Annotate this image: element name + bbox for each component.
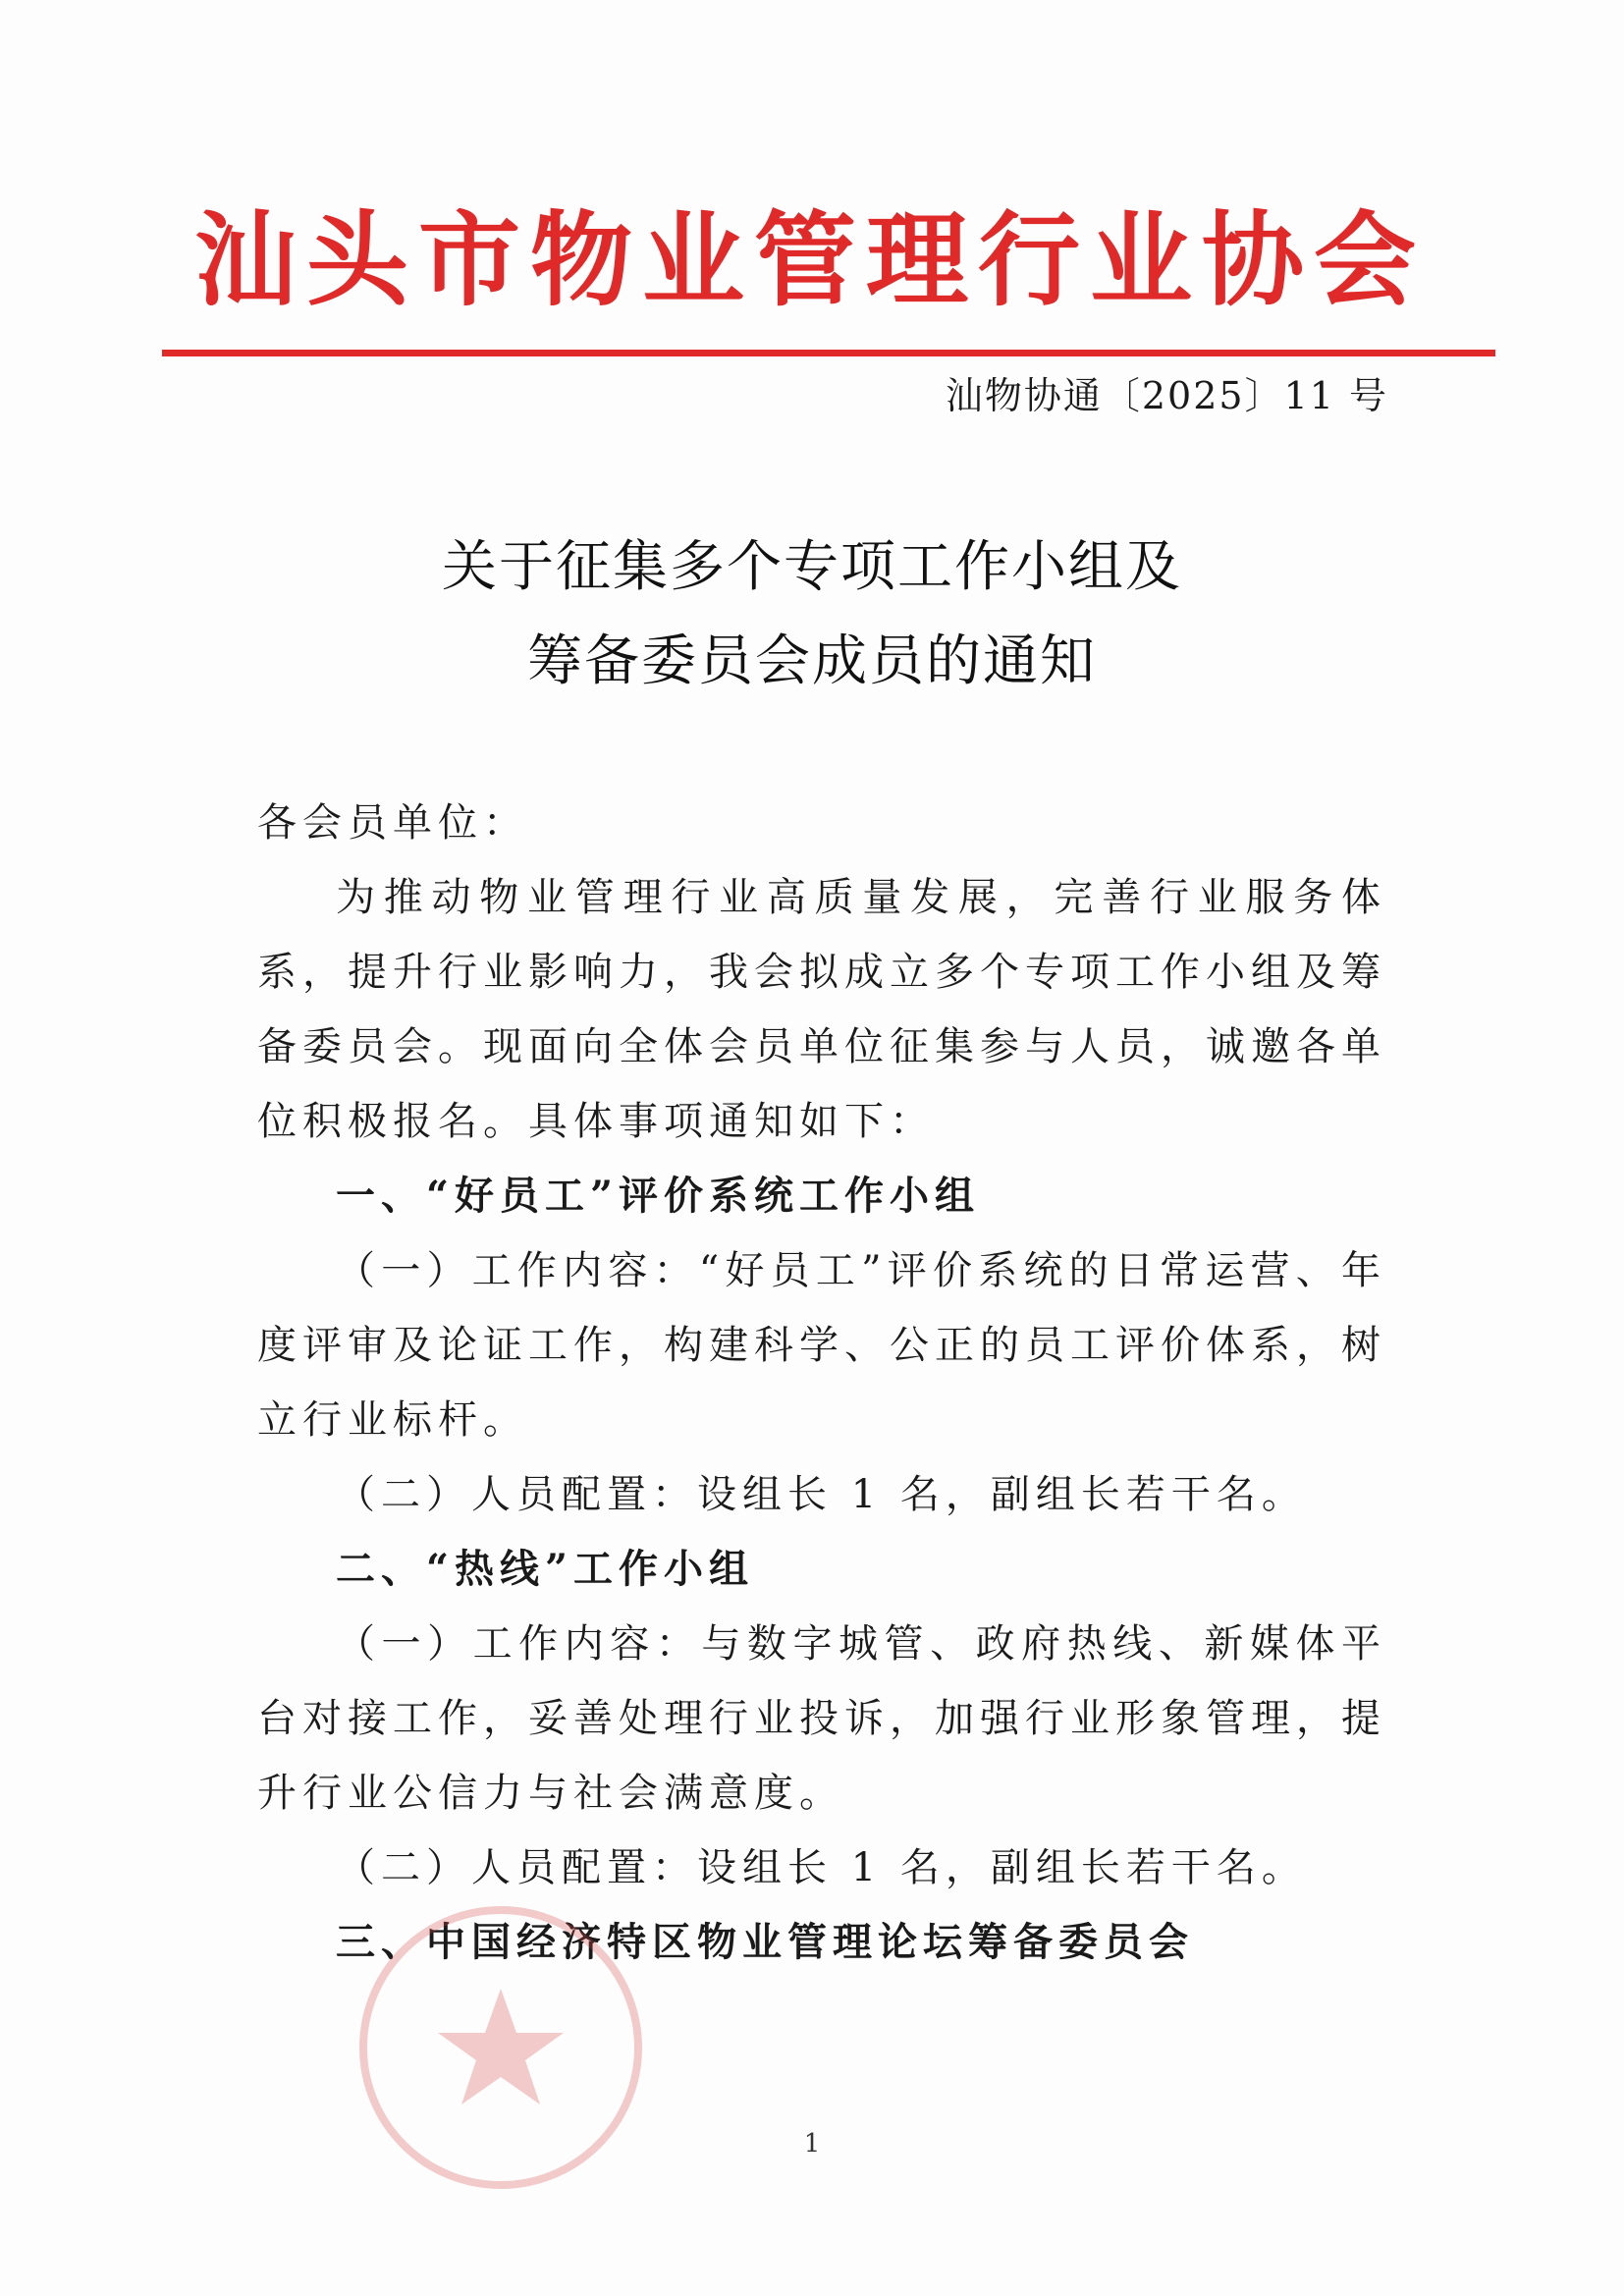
org-letterhead-title: 汕头市物业管理行业协会 — [193, 199, 1426, 320]
section-3-heading: 三、中国经济特区物业管理论坛筹备委员会 — [336, 1919, 1194, 1965]
notice-body — [257, 786, 1386, 1980]
page-number: 1 — [803, 2129, 821, 2159]
salutation: 各会员单位： — [257, 800, 528, 846]
section-2-staffing: （二）人员配置：设组长 1 名，副组长若干名。 — [336, 1845, 1307, 1890]
notice-title-line-2: 筹备委员会成员的通知 — [527, 629, 1097, 693]
document-number: 汕物协通〔2025〕11 号 — [945, 374, 1388, 417]
section-2-work-content: （一）工作内容：与数字城管、政府热线、新媒体平台对接工作，妥善处理行业投诉，加强行业形象管理，提升行业公信力与社会满意度。 — [257, 1621, 1386, 1816]
section-1-work-content: （一）工作内容：“好员工”评价系统的日常运营、年度评审及论证工作，构建科学、公正的员工评价体系，树立行业标杆。 — [257, 1248, 1386, 1443]
section-1-staffing: （二）人员配置：设组长 1 名，副组长若干名。 — [336, 1472, 1307, 1517]
intro-paragraph: 为推动物业管理行业高质量发展，完善行业服务体系，提升行业影响力，我会拟成立多个专项工作小组及筹备委员会。现面向全体会员单位征集参与人员，诚邀各单位积极报名。具体事项通知如下： — [257, 875, 1386, 1144]
seal-star — [438, 1989, 564, 2105]
letterhead-red-rule — [162, 350, 1495, 356]
notice-title — [0, 520, 1624, 709]
section-2-heading: 二、“热线”工作小组 — [336, 1546, 755, 1592]
section-1-heading: 一、“好员工”评价系统工作小组 — [336, 1173, 981, 1219]
notice-title-line-1: 关于征集多个专项工作小组及 — [442, 535, 1182, 599]
